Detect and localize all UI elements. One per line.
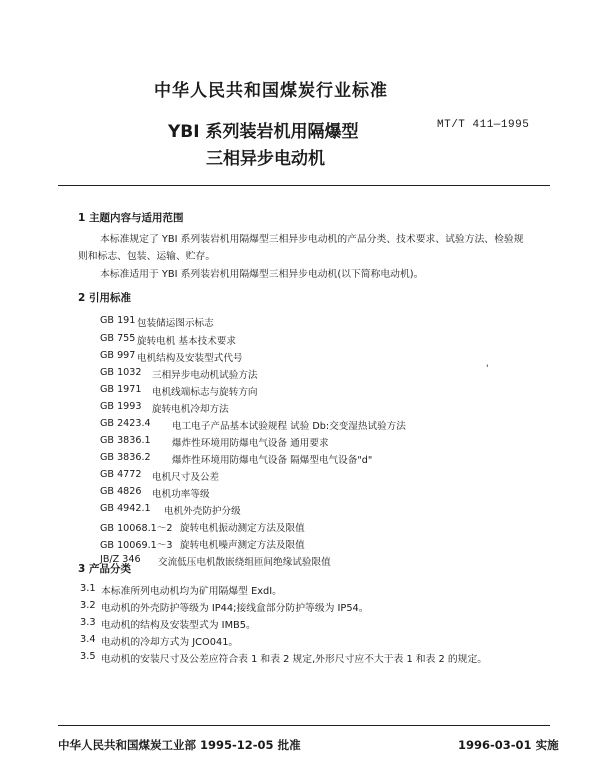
section1-para2: 本标准适用于 YBI 系列装岩机用隔爆型三相异步电动机(以下简称电动机)。 [100, 269, 424, 280]
reference-title: 电工电子产品基本试验规程 试验 Db:交变湿热试验方法 [172, 421, 406, 432]
reference-code: GB 997 [100, 350, 136, 361]
reference-code: GB 1993 [100, 401, 142, 412]
reference-code: GB 3836.2 [100, 452, 151, 463]
reference-title: 三相异步电动机试验方法 [152, 370, 258, 381]
reference-title: 电机功率等级 [152, 489, 210, 500]
reference-code: GB 4942.1 [100, 503, 151, 514]
approval-line: 中华人民共和国煤炭工业部 1995-12-05 批准 [58, 738, 301, 752]
reference-title: 电机线端标志与旋转方向 [152, 387, 258, 398]
classification-number: 3.5 [80, 651, 96, 662]
reference-code: JB/Z 346 [100, 554, 141, 565]
classification-number: 3.2 [80, 600, 96, 611]
stray-mark: ' [486, 364, 489, 374]
reference-code: GB 3836.1 [100, 435, 151, 446]
reference-title: 电机尺寸及公差 [152, 472, 220, 483]
reference-title: 爆炸性环境用防爆电气设备 隔爆型电气设备"d" [172, 455, 373, 466]
classification-text: 电动机的冷却方式为 JCO041。 [101, 637, 239, 648]
section1-heading: 1 主题内容与适用范围 [78, 212, 184, 224]
section1-para1-line2: 则和标志、包装、运输、贮存。 [78, 251, 216, 262]
industry-standard-title: 中华人民共和国煤炭行业标准 [154, 81, 388, 101]
reference-title: 旋转电机噪声测定方法及限值 [180, 540, 305, 551]
classification-text: 电动机的外壳防护等级为 IP44;接线盒部分防护等级为 IP54。 [101, 603, 369, 614]
document-title-line2: 三相异步电动机 [206, 149, 325, 169]
reference-code: GB 10069.1～3 [100, 540, 173, 551]
standard-number: MT/T 411—1995 [437, 119, 530, 131]
reference-code: GB 10068.1～2 [100, 523, 173, 534]
classification-text: 电动机的安装尺寸及公差应符合表 1 和表 2 规定,外形尺寸应不大于表 1 和表 2 的规定。 [101, 654, 488, 665]
reference-title: 电机外壳防护分级 [164, 506, 241, 517]
footer-divider [58, 725, 550, 726]
classification-number: 3.4 [80, 634, 96, 645]
classification-number: 3.3 [80, 617, 96, 628]
reference-title: 爆炸性环境用防爆电气设备 通用要求 [172, 438, 329, 449]
reference-code: GB 2423.4 [100, 418, 151, 429]
reference-title: 包装储运图示标志 [137, 318, 214, 329]
classification-text: 电动机的结构及安装型式为 IMB5。 [101, 620, 256, 631]
reference-code: GB 1032 [100, 367, 142, 378]
reference-code: GB 4826 [100, 486, 142, 497]
reference-title: 旋转电机 基本技术要求 [137, 336, 236, 347]
reference-code: GB 191 [100, 315, 136, 326]
reference-code: GB 1971 [100, 384, 142, 395]
reference-title: 旋转电机振动测定方法及限值 [180, 523, 305, 534]
reference-title: 旋转电机冷却方法 [152, 404, 229, 415]
reference-code: GB 755 [100, 333, 136, 344]
reference-code: GB 4772 [100, 469, 142, 480]
reference-title: 电机结构及安装型式代号 [137, 353, 243, 364]
section1-para1-line1: 本标准规定了 YBI 系列装岩机用隔爆型三相异步电动机的产品分类、技术要求、试验方法、检验规 [100, 234, 524, 245]
section2-heading: 2 引用标准 [78, 292, 131, 304]
header-divider [58, 185, 550, 186]
document-title-line1: YBI 系列装岩机用隔爆型 [168, 122, 359, 142]
section3-heading: 3 产品分类 [78, 563, 131, 575]
classification-number: 3.1 [80, 583, 96, 594]
classification-text: 本标准所列电动机均为矿用隔爆型 ExdI。 [101, 586, 282, 597]
reference-title: 交流低压电机散嵌绕组匝间绝缘试验限值 [158, 557, 331, 568]
implementation-date: 1996-03-01 实施 [458, 738, 559, 752]
